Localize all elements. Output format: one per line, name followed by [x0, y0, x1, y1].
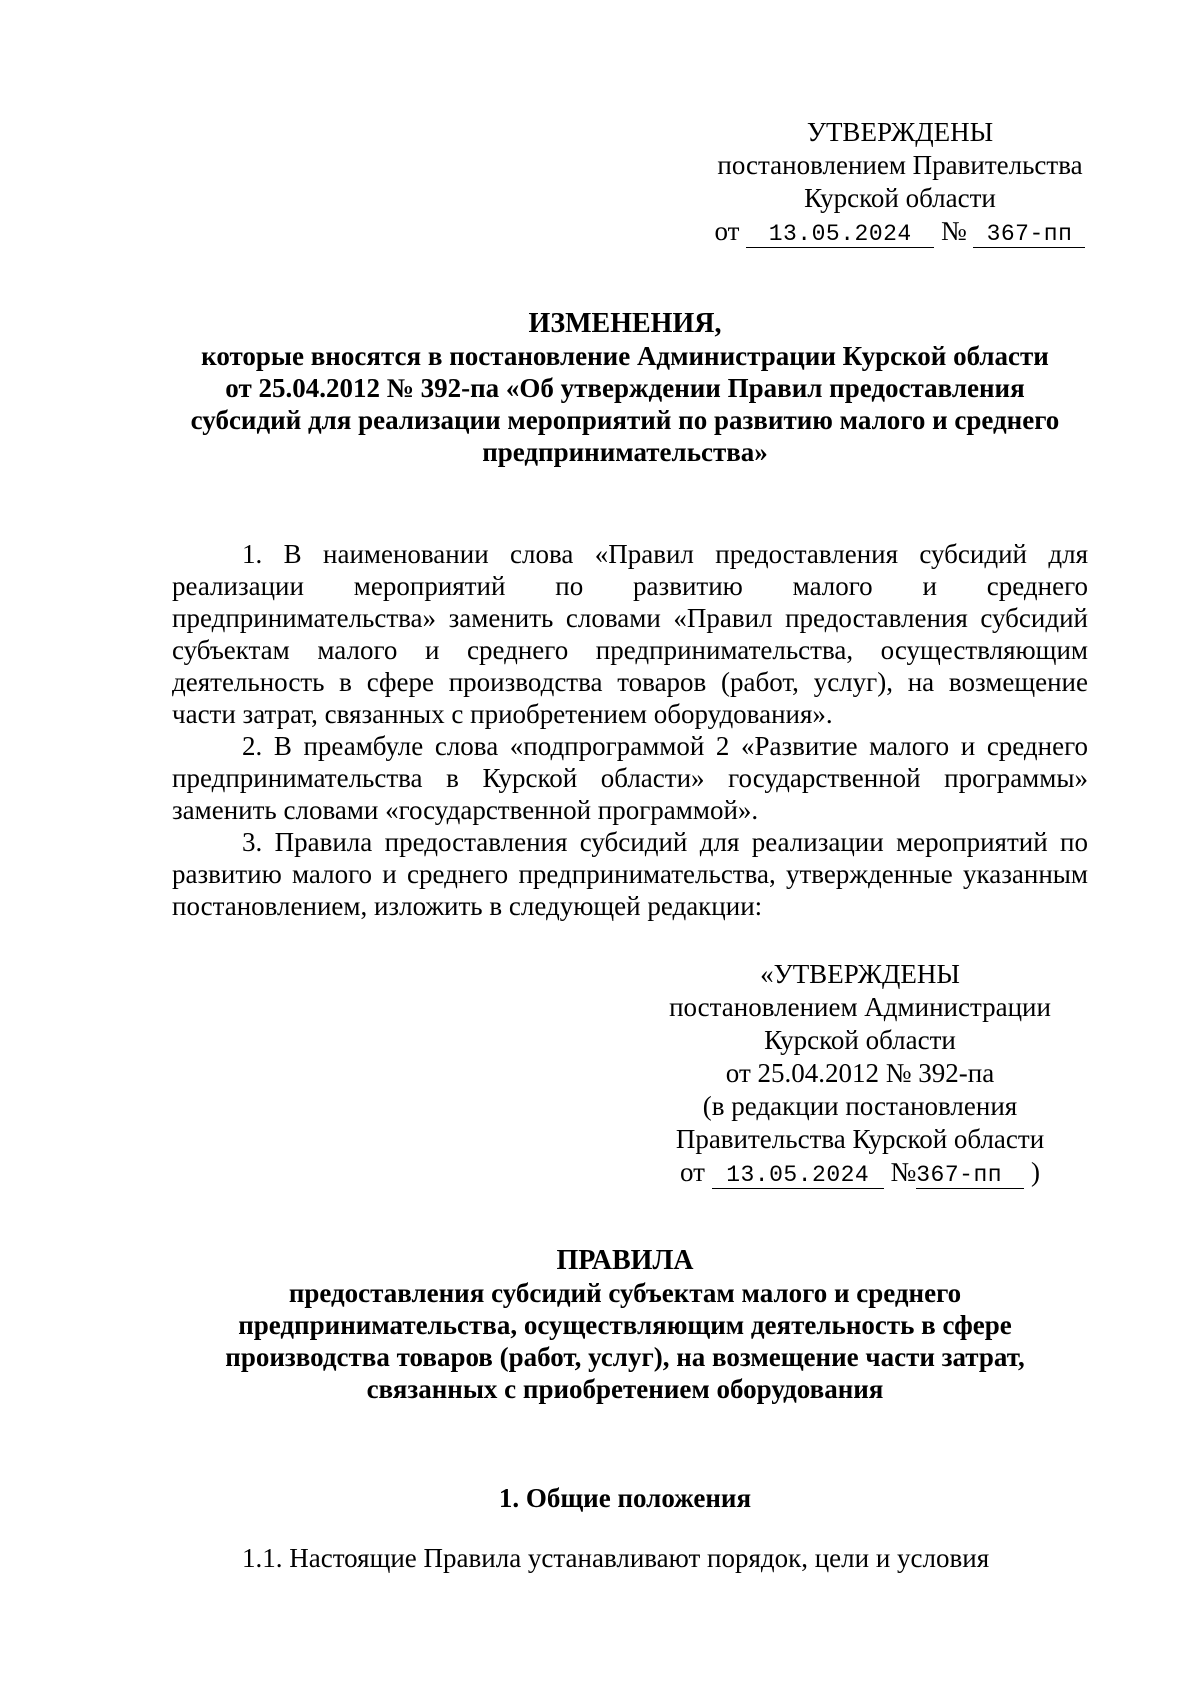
number-prefix: № — [890, 1157, 917, 1187]
number-value: 367-пп — [973, 221, 1085, 248]
approval-line: (в редакции постановления — [702, 1091, 1018, 1121]
approval-stamp-top — [680, 116, 1120, 248]
heading-line: которые вносятся в постановление Администрации Курской области — [201, 341, 1049, 371]
approval-line: Правительства Курской области — [675, 1124, 1045, 1154]
approval-line: постановлением Администрации — [669, 992, 1051, 1022]
number-prefix: № — [940, 216, 967, 246]
paragraph: 3. Правила предоставления субсидий для реализации мероприятий по развитию малого и среднего предпринимательства, утвержденные указанным постановлением, изложить в следующей редакции: — [172, 827, 1088, 921]
approval-title: «УТВЕРЖДЕНЫ — [760, 959, 960, 989]
approval-date-line — [680, 215, 1120, 248]
approval-line: Курской области — [764, 1025, 956, 1055]
approval-line: от 25.04.2012 № 392-па — [725, 1058, 995, 1088]
heading-line: от 25.04.2012 № 392-па «Об утверждении Правил предоставления — [225, 373, 1025, 403]
heading-line: производства товаров (работ, услуг), на возмещение части затрат, — [225, 1342, 1025, 1372]
heading-line: предпринимательства, осуществляющим деятельность в сфере — [238, 1310, 1012, 1340]
section-body — [172, 1542, 1088, 1574]
approval-title: УТВЕРЖДЕНЫ — [806, 117, 994, 147]
paragraph: 1. В наименовании слова «Правил предоставления субсидий для реализации мероприятий по развитию малого и среднего предпринимательства» заменить словами «Правил предоставления субсидий субъектам малого и среднего предпринимательства, осуществляющим деятельность в сфере производства товаров (работ, услуг), на возмещение части затрат, связанных с приобретением оборудования». — [172, 539, 1088, 729]
approval-stamp-inner — [640, 958, 1080, 1189]
approval-date-line — [640, 1156, 1080, 1189]
number-value: 367-пп — [916, 1162, 1024, 1189]
changes-body — [172, 538, 1088, 922]
date-prefix: от — [714, 216, 740, 246]
heading-line: предоставления субсидий субъектам малого и среднего — [288, 1278, 962, 1308]
changes-heading — [160, 308, 1090, 468]
changes-title: ИЗМЕНЕНИЯ, — [528, 308, 722, 339]
paragraph: 2. В преамбуле слова «подпрограммой 2 «Развитие малого и среднего предпринимательства в Курской области» государственной программы» заменить словами «государственной программой». — [172, 731, 1088, 825]
approval-line: постановлением Правительства — [717, 150, 1083, 180]
date-value: 13.05.2024 — [746, 221, 934, 248]
rules-heading — [160, 1245, 1090, 1405]
paragraph: 1.1. Настоящие Правила устанавливают порядок, цели и условия — [242, 1543, 990, 1573]
approval-line: Курской области — [804, 183, 996, 213]
heading-line: субсидий для реализации мероприятий по развитию малого и среднего — [190, 405, 1060, 435]
section-heading: 1. Общие положения — [498, 1483, 752, 1513]
closing-parenthesis: ) — [1030, 1157, 1040, 1187]
rules-title: ПРАВИЛА — [556, 1245, 694, 1276]
date-value: 13.05.2024 — [712, 1162, 884, 1189]
heading-line: предпринимательства» — [482, 437, 768, 467]
heading-line: связанных с приобретением оборудования — [366, 1374, 884, 1404]
date-prefix: от — [680, 1157, 705, 1187]
